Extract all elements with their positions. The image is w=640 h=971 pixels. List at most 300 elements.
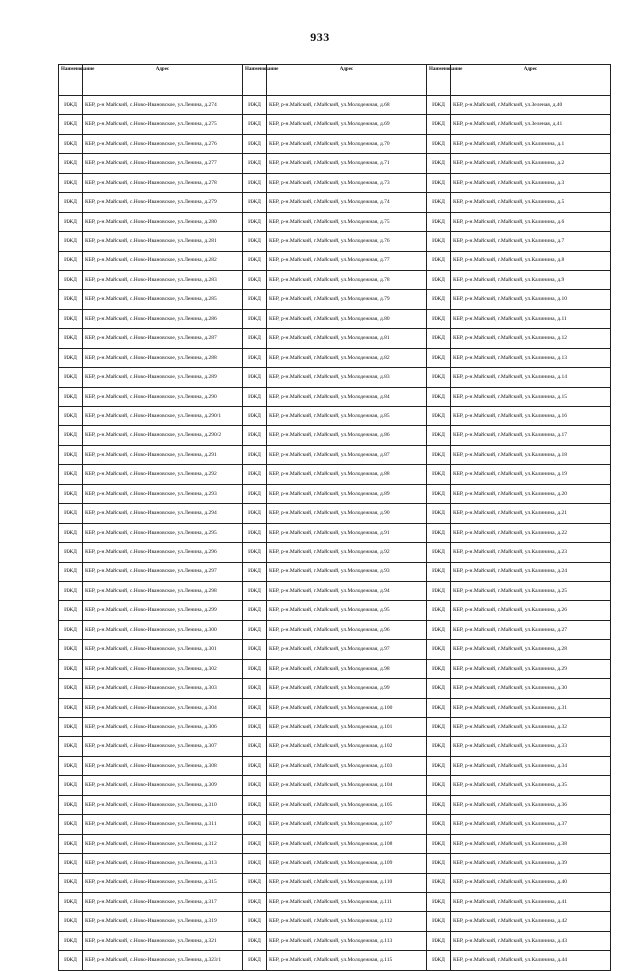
address-cell: КБР, р-н.Майский, с.Ново-Ивановское, ул.Ленина, д.291 <box>83 445 243 464</box>
address-cell: КБР, р-н.Майский, г.Майский, ул.Молодежная, д.113 <box>267 931 427 950</box>
type-cell: ИЖД <box>243 484 267 503</box>
address-cell: КБР, р-н.Майский, г.Майский, ул.Калинина, д.37 <box>451 815 611 834</box>
address-cell: КБР, р-н.Майский, с.Ново-Ивановское, ул.Ленина, д.287 <box>83 329 243 348</box>
address-cell: КБР, р-н.Майский, с.Ново-Ивановское, ул.Ленина, д.298 <box>83 581 243 600</box>
type-cell: ИЖД <box>59 795 83 814</box>
type-cell: ИЖД <box>427 873 451 892</box>
address-cell: КБР, р-н.Майский, г.Майский, ул.Калинина, д.6 <box>451 212 611 231</box>
type-cell: ИЖД <box>243 543 267 562</box>
type-cell: ИЖД <box>427 445 451 464</box>
type-cell: ИЖД <box>243 232 267 251</box>
type-cell: ИЖД <box>427 193 451 212</box>
address-cell: КБР, р-н.Майский, с.Ново-Ивановское, ул.Ленина, д.285 <box>83 290 243 309</box>
address-cell: КБР, р-н.Майский, г.Майский, ул.Молодежная, д.110 <box>267 873 427 892</box>
address-cell: КБР, р-н.Майский, г.Майский, ул.Молодежная, д.70 <box>267 134 427 153</box>
type-cell: ИЖД <box>59 329 83 348</box>
type-cell: ИЖД <box>427 620 451 639</box>
type-cell: ИЖД <box>427 951 451 970</box>
address-cell: КБР, р-н.Майский, с.Ново-Ивановское, ул.Ленина, д.292 <box>83 465 243 484</box>
address-cell: КБР, р-н.Майский, с.Ново-Ивановское, ул.Ленина, д.290/2 <box>83 426 243 445</box>
type-cell: ИЖД <box>59 776 83 795</box>
address-cell: КБР, р-н.Майский, г.Майский, ул.Молодежная, д.74 <box>267 193 427 212</box>
type-cell: ИЖД <box>427 737 451 756</box>
address-cell: КБР, р-н.Майский, с.Ново-Ивановское, ул.Ленина, д.310 <box>83 795 243 814</box>
address-cell: КБР, р-н.Майский, с.Ново-Ивановское, ул.Ленина, д.295 <box>83 523 243 542</box>
address-cell: КБР, р-н.Майский, г.Майский, ул.Молодежная, д.73 <box>267 173 427 192</box>
address-cell: КБР, р-н.Майский, г.Майский, ул.Зеленая, д.40 <box>451 96 611 115</box>
type-cell: ИЖД <box>59 854 83 873</box>
page-number: 933 <box>310 30 330 44</box>
address-cell: КБР, р-н.Майский, с.Ново-Ивановское, ул.Ленина, д.289 <box>83 368 243 387</box>
type-cell: ИЖД <box>427 154 451 173</box>
header-row <box>59 65 611 96</box>
table-row <box>59 737 611 756</box>
address-cell: КБР, р-н.Майский, г.Майский, ул.Калинина, д.32 <box>451 718 611 737</box>
table-row <box>59 640 611 659</box>
type-cell: ИЖД <box>59 834 83 853</box>
type-cell: ИЖД <box>427 756 451 775</box>
type-cell: ИЖД <box>243 756 267 775</box>
address-cell: КБР, р-н.Майский, г.Майский, ул.Калинина, д.7 <box>451 232 611 251</box>
address-table-container <box>58 64 610 971</box>
address-cell: КБР, р-н.Майский, г.Майский, ул.Молодежная, д.77 <box>267 251 427 270</box>
address-cell: КБР, р-н.Майский, г.Майский, ул.Калинина, д.31 <box>451 698 611 717</box>
address-cell: КБР, р-н.Майский, г.Майский, ул.Калинина, д.13 <box>451 348 611 367</box>
type-cell: ИЖД <box>427 659 451 678</box>
address-cell: КБР, р-н.Майский, г.Майский, ул.Молодежная, д.78 <box>267 270 427 289</box>
type-cell: ИЖД <box>243 931 267 950</box>
table-row <box>59 348 611 367</box>
type-cell: ИЖД <box>243 115 267 134</box>
type-cell: ИЖД <box>59 679 83 698</box>
type-cell: ИЖД <box>59 698 83 717</box>
address-cell: КБР, р-н.Майский, г.Майский, ул.Молодежная, д.89 <box>267 484 427 503</box>
address-cell: КБР, р-н.Майский, г.Майский, ул.Молодежная, д.83 <box>267 368 427 387</box>
table-row <box>59 756 611 775</box>
type-cell: ИЖД <box>243 776 267 795</box>
type-cell: ИЖД <box>427 718 451 737</box>
table-body <box>59 96 611 971</box>
address-cell: КБР, р-н.Майский, с.Ново-Ивановское, ул.Ленина, д.277 <box>83 154 243 173</box>
type-cell: ИЖД <box>243 445 267 464</box>
header-address-3: Адрес <box>451 65 611 96</box>
type-cell: ИЖД <box>59 601 83 620</box>
address-cell: КБР, р-н.Майский, г.Майский, ул.Молодежная, д.87 <box>267 445 427 464</box>
type-cell: ИЖД <box>243 659 267 678</box>
table-row <box>59 931 611 950</box>
address-cell: КБР, р-н.Майский, г.Майский, ул.Калинина, д.2 <box>451 154 611 173</box>
address-cell: КБР, р-н.Майский, г.Майский, ул.Калинина, д.15 <box>451 387 611 406</box>
type-cell: ИЖД <box>59 504 83 523</box>
address-cell: КБР, р-н.Майский, г.Майский, ул.Молодежная, д.81 <box>267 329 427 348</box>
type-cell: ИЖД <box>427 931 451 950</box>
type-cell: ИЖД <box>427 698 451 717</box>
table-row <box>59 290 611 309</box>
table-row <box>59 387 611 406</box>
type-cell: ИЖД <box>59 193 83 212</box>
type-cell: ИЖД <box>243 193 267 212</box>
address-cell: КБР, р-н.Майский, г.Майский, ул.Калинина, д.42 <box>451 912 611 931</box>
type-cell: ИЖД <box>243 912 267 931</box>
address-cell: КБР, р-н Майский, с.Ново-Ивановское, ул.Ленина, д.274 <box>83 96 243 115</box>
type-cell: ИЖД <box>59 309 83 328</box>
type-cell: ИЖД <box>243 154 267 173</box>
type-cell: ИЖД <box>59 232 83 251</box>
address-cell: КБР, р-н.Майский, г.Майский, ул.Молодежная, д.69 <box>267 115 427 134</box>
address-cell: КБР, р-н.Майский, г.Майский, ул.Молодежная, д.99 <box>267 679 427 698</box>
address-cell: КБР, р-н.Майский, с.Ново-Ивановское, ул.Ленина, д.293 <box>83 484 243 503</box>
type-cell: ИЖД <box>59 756 83 775</box>
type-cell: ИЖД <box>243 290 267 309</box>
type-cell: ИЖД <box>243 134 267 153</box>
table-row <box>59 543 611 562</box>
address-cell: КБР, р-н.Майский, с.Ново-Ивановское, ул.Ленина, д.311 <box>83 815 243 834</box>
type-cell: ИЖД <box>59 270 83 289</box>
address-cell: КБР, р-н.Майский, с.Ново-Ивановское, ул.Ленина, д.302 <box>83 659 243 678</box>
type-cell: ИЖД <box>243 951 267 970</box>
address-cell: КБР, р-н.Майский, г.Майский, ул.Калинина, д.41 <box>451 892 611 911</box>
type-cell: ИЖД <box>427 329 451 348</box>
type-cell: ИЖД <box>243 795 267 814</box>
table-row <box>59 115 611 134</box>
type-cell: ИЖД <box>59 892 83 911</box>
table-row <box>59 620 611 639</box>
address-cell: КБР, р-н.Майский, г.Майский, ул.Калинина, д.27 <box>451 620 611 639</box>
address-cell: КБР, р-н.Майский, г.Майский, ул.Молодежная, д.98 <box>267 659 427 678</box>
address-cell: КБР, р-н.Майский, г.Майский, ул.Калинина, д.25 <box>451 581 611 600</box>
address-cell: КБР, р-н.Майский, с.Ново-Ивановское, ул.Ленина, д.281 <box>83 232 243 251</box>
table-row <box>59 504 611 523</box>
address-cell: КБР, р-н.Майский, г.Майский, ул.Калинина, д.8 <box>451 251 611 270</box>
address-cell: КБР, р-н.Майский, с.Ново-Ивановское, ул.Ленина, д.308 <box>83 756 243 775</box>
table-row <box>59 523 611 542</box>
address-cell: КБР, р-н.Майский, г.Майский, ул.Молодежная, д.82 <box>267 348 427 367</box>
type-cell: ИЖД <box>427 912 451 931</box>
table-header <box>59 65 611 96</box>
type-cell: ИЖД <box>59 173 83 192</box>
address-cell: КБР, р-н.Майский, г.Майский, ул.Калинина, д.20 <box>451 484 611 503</box>
table-row <box>59 134 611 153</box>
type-cell: ИЖД <box>243 737 267 756</box>
address-cell: КБР, р-н.Майский, г.Майский, ул.Молодежная, д.95 <box>267 601 427 620</box>
table-row <box>59 815 611 834</box>
address-cell: КБР, р-н.Майский, г.Майский, ул.Калинина, д.36 <box>451 795 611 814</box>
type-cell: ИЖД <box>59 290 83 309</box>
type-cell: ИЖД <box>243 309 267 328</box>
address-cell: КБР, р-н.Майский, г.Майский, ул.Калинина, д.16 <box>451 407 611 426</box>
address-cell: КБР, р-н.Майский, г.Майский, ул.Калинина, д.12 <box>451 329 611 348</box>
type-cell: ИЖД <box>427 776 451 795</box>
type-cell: ИЖД <box>427 309 451 328</box>
table-row <box>59 251 611 270</box>
address-cell: КБР, р-н.Майский, с.Ново-Ивановское, ул.Ленина, д.279 <box>83 193 243 212</box>
address-cell: КБР, р-н.Майский, с.Ново-Ивановское, ул.Ленина, д.304 <box>83 698 243 717</box>
table-row <box>59 445 611 464</box>
type-cell: ИЖД <box>427 679 451 698</box>
type-cell: ИЖД <box>59 154 83 173</box>
address-cell: КБР, р-н.Майский, г.Майский, ул.Молодежная, д.112 <box>267 912 427 931</box>
address-cell: КБР, р-н.Майский, г.Майский, ул.Молодежная, д.108 <box>267 834 427 853</box>
address-cell: КБР, р-н.Майский, г.Майский, ул.Молодежная, д.109 <box>267 854 427 873</box>
type-cell: ИЖД <box>243 640 267 659</box>
address-cell: КБР, р-н.Майский, г.Майский, ул.Калинина, д.3 <box>451 173 611 192</box>
table-row <box>59 581 611 600</box>
type-cell: ИЖД <box>59 251 83 270</box>
type-cell: ИЖД <box>59 368 83 387</box>
address-cell: КБР, р-н.Майский, г.Майский, ул.Молодежная, д.94 <box>267 581 427 600</box>
address-cell: КБР, р-н.Майский, г.Майский, ул.Калинина, д.14 <box>451 368 611 387</box>
type-cell: ИЖД <box>427 815 451 834</box>
table-row <box>59 173 611 192</box>
address-cell: КБР, р-н.Майский, с.Ново-Ивановское, ул.Ленина, д.278 <box>83 173 243 192</box>
table-row <box>59 212 611 231</box>
table-row <box>59 776 611 795</box>
address-cell: КБР, р-н.Майский, г.Майский, ул.Калинина, д.1 <box>451 134 611 153</box>
address-cell: КБР, р-н.Майский, г.Майский, ул.Калинина, д.38 <box>451 834 611 853</box>
type-cell: ИЖД <box>243 679 267 698</box>
type-cell: ИЖД <box>243 523 267 542</box>
type-cell: ИЖД <box>427 290 451 309</box>
type-cell: ИЖД <box>427 251 451 270</box>
type-cell: ИЖД <box>427 562 451 581</box>
type-cell: ИЖД <box>427 212 451 231</box>
address-cell: КБР, р-н.Майский, г.Майский, ул.Калинина, д.34 <box>451 756 611 775</box>
table-row <box>59 834 611 853</box>
address-cell: КБР, р-н.Майский, г.Майский, ул.Калинина, д.11 <box>451 309 611 328</box>
type-cell: ИЖД <box>59 115 83 134</box>
address-cell: КБР, р-н.Майский, г.Майский, ул.Молодежная, д.79 <box>267 290 427 309</box>
type-cell: ИЖД <box>59 134 83 153</box>
type-cell: ИЖД <box>427 426 451 445</box>
address-cell: КБР, р-н.Майский, г.Майский, ул.Молодежная, д.92 <box>267 543 427 562</box>
type-cell: ИЖД <box>243 96 267 115</box>
address-cell: КБР, р-н.Майский, г.Майский, ул.Молодежная, д.86 <box>267 426 427 445</box>
address-cell: КБР, р-н.Майский, г.Майский, ул.Калинина, д.10 <box>451 290 611 309</box>
table-row <box>59 309 611 328</box>
address-cell: КБР, р-н.Майский, г.Майский, ул.Калинина, д.30 <box>451 679 611 698</box>
type-cell: ИЖД <box>427 523 451 542</box>
type-cell: ИЖД <box>243 465 267 484</box>
table-row <box>59 679 611 698</box>
type-cell: ИЖД <box>59 718 83 737</box>
type-cell: ИЖД <box>427 504 451 523</box>
address-cell: КБР, р-н.Майский, с.Ново-Ивановское, ул.Ленина, д.323/1 <box>83 951 243 970</box>
address-cell: КБР, р-н.Майский, г.Майский, ул.Молодежная, д.76 <box>267 232 427 251</box>
type-cell: ИЖД <box>427 96 451 115</box>
address-cell: КБР, р-н.Майский, г.Майский, ул.Молодежная, д.97 <box>267 640 427 659</box>
type-cell: ИЖД <box>59 387 83 406</box>
table-row <box>59 154 611 173</box>
type-cell: ИЖД <box>427 115 451 134</box>
table-row <box>59 270 611 289</box>
type-cell: ИЖД <box>427 795 451 814</box>
address-cell: КБР, р-н.Майский, г.Майский, ул.Молодежная, д.91 <box>267 523 427 542</box>
type-cell: ИЖД <box>59 348 83 367</box>
table-row <box>59 854 611 873</box>
address-cell: КБР, р-н.Майский, с.Ново-Ивановское, ул.Ленина, д.306 <box>83 718 243 737</box>
address-cell: КБР, р-н.Майский, г.Майский, ул.Молодежная, д.115 <box>267 951 427 970</box>
address-cell: КБР, р-н.Майский, с.Ново-Ивановское, ул.Ленина, д.283 <box>83 270 243 289</box>
header-address-2: Адрес <box>267 65 427 96</box>
address-cell: КБР, р-н.Майский, г.Майский, ул.Калинина, д.39 <box>451 854 611 873</box>
table-row <box>59 407 611 426</box>
address-cell: КБР, р-н.Майский, с.Ново-Ивановское, ул.Ленина, д.290 <box>83 387 243 406</box>
type-cell: ИЖД <box>59 815 83 834</box>
address-cell: КБР, р-н.Майский, с.Ново-Ивановское, ул.Ленина, д.294 <box>83 504 243 523</box>
address-cell: КБР, р-н.Майский, с.Ново-Ивановское, ул.Ленина, д.299 <box>83 601 243 620</box>
type-cell: ИЖД <box>243 834 267 853</box>
address-cell: КБР, р-н.Майский, г.Майский, ул.Калинина, д.18 <box>451 445 611 464</box>
address-cell: КБР, р-н.Майский, с.Ново-Ивановское, ул.Ленина, д.300 <box>83 620 243 639</box>
type-cell: ИЖД <box>59 562 83 581</box>
address-cell: КБР, р-н.Майский, г.Майский, ул.Молодежная, д.111 <box>267 892 427 911</box>
type-cell: ИЖД <box>59 426 83 445</box>
address-cell: КБР, р-н.Майский, г.Майский, ул.Молодежная, д.101 <box>267 718 427 737</box>
table-row <box>59 892 611 911</box>
type-cell: ИЖД <box>243 620 267 639</box>
type-cell: ИЖД <box>243 212 267 231</box>
type-cell: ИЖД <box>427 173 451 192</box>
type-cell: ИЖД <box>59 620 83 639</box>
address-cell: КБР, р-н.Майский, с.Ново-Ивановское, ул.Ленина, д.286 <box>83 309 243 328</box>
type-cell: ИЖД <box>427 134 451 153</box>
table-row <box>59 601 611 620</box>
address-cell: КБР, р-н.Майский, с.Ново-Ивановское, ул.Ленина, д.313 <box>83 854 243 873</box>
address-cell: КБР, р-н.Майский, с.Ново-Ивановское, ул.Ленина, д.319 <box>83 912 243 931</box>
type-cell: ИЖД <box>59 523 83 542</box>
address-cell: КБР, р-н.Майский, с.Ново-Ивановское, ул.Ленина, д.303 <box>83 679 243 698</box>
type-cell: ИЖД <box>243 504 267 523</box>
address-cell: КБР, р-н.Майский, г.Майский, ул.Молодежная, д.102 <box>267 737 427 756</box>
type-cell: ИЖД <box>427 892 451 911</box>
type-cell: ИЖД <box>243 601 267 620</box>
type-cell: ИЖД <box>243 698 267 717</box>
type-cell: ИЖД <box>59 873 83 892</box>
address-cell: КБР, р-н.Майский, с.Ново-Ивановское, ул.Ленина, д.312 <box>83 834 243 853</box>
type-cell: ИЖД <box>243 426 267 445</box>
table-row <box>59 368 611 387</box>
address-cell: КБР, р-н.Майский, г.Майский, ул.Калинина, д.28 <box>451 640 611 659</box>
type-cell: ИЖД <box>59 581 83 600</box>
type-cell: ИЖД <box>427 484 451 503</box>
type-cell: ИЖД <box>243 348 267 367</box>
table-row <box>59 873 611 892</box>
address-cell: КБР, р-н.Майский, г.Майский, ул.Молодежная, д.104 <box>267 776 427 795</box>
address-cell: КБР, р-н.Майский, с.Ново-Ивановское, ул.Ленина, д.275 <box>83 115 243 134</box>
type-cell: ИЖД <box>243 387 267 406</box>
type-cell: ИЖД <box>59 659 83 678</box>
type-cell: ИЖД <box>59 543 83 562</box>
address-cell: КБР, р-н.Майский, г.Майский, ул.Калинина, д.22 <box>451 523 611 542</box>
type-cell: ИЖД <box>243 562 267 581</box>
type-cell: ИЖД <box>427 387 451 406</box>
address-cell: КБР, р-н.Майский, г.Майский, ул.Молодежная, д.80 <box>267 309 427 328</box>
address-cell: КБР, р-н.Майский, г.Майский, ул.Молодежная, д.84 <box>267 387 427 406</box>
address-cell: КБР, р-н.Майский, г.Майский, ул.Молодежная, д.96 <box>267 620 427 639</box>
table-row <box>59 329 611 348</box>
table-row <box>59 193 611 212</box>
type-cell: ИЖД <box>243 873 267 892</box>
address-cell: КБР, р-н.Майский, с.Ново-Ивановское, ул.Ленина, д.296 <box>83 543 243 562</box>
address-cell: КБР, р-н.Майский, с.Ново-Ивановское, ул.Ленина, д.282 <box>83 251 243 270</box>
type-cell: ИЖД <box>427 601 451 620</box>
address-cell: КБР, р-н.Майский, г.Майский, ул.Калинина, д.35 <box>451 776 611 795</box>
type-cell: ИЖД <box>243 854 267 873</box>
address-cell: КБР, р-н.Майский, с.Ново-Ивановское, ул.Ленина, д.290/1 <box>83 407 243 426</box>
address-cell: КБР, р-н.Майский, г.Майский, ул.Молодежная, д.75 <box>267 212 427 231</box>
type-cell: ИЖД <box>427 270 451 289</box>
type-cell: ИЖД <box>427 834 451 853</box>
header-type-2: Наименование <box>243 65 267 96</box>
address-cell: КБР, р-н.Майский, г.Майский, ул.Молодежная, д.71 <box>267 154 427 173</box>
type-cell: ИЖД <box>427 465 451 484</box>
type-cell: ИЖД <box>243 815 267 834</box>
type-cell: ИЖД <box>243 581 267 600</box>
table-row <box>59 795 611 814</box>
type-cell: ИЖД <box>427 543 451 562</box>
address-cell: КБР, р-н.Майский, с.Ново-Ивановское, ул.Ленина, д.297 <box>83 562 243 581</box>
address-cell: КБР, р-н.Майский, г.Майский, ул.Молодежная, д.100 <box>267 698 427 717</box>
table-row <box>59 484 611 503</box>
address-cell: КБР, р-н.Майский, г.Майский, ул.Молодежная, д.105 <box>267 795 427 814</box>
type-cell: ИЖД <box>59 640 83 659</box>
address-cell: КБР, р-н.Майский, г.Майский, ул.Молодежная, д.107 <box>267 815 427 834</box>
address-cell: КБР, р-н.Майский, г.Майский, ул.Калинина, д.40 <box>451 873 611 892</box>
address-cell: КБР, р-н.Майский, г.Майский, ул.Калинина, д.9 <box>451 270 611 289</box>
table-row <box>59 718 611 737</box>
table-row <box>59 465 611 484</box>
type-cell: ИЖД <box>243 251 267 270</box>
address-cell: КБР, р-н.Майский, г.Майский, ул.Молодежная, д.68 <box>267 96 427 115</box>
type-cell: ИЖД <box>427 640 451 659</box>
address-cell: КБР, р-н.Майский, г.Майский, ул.Калинина, д.24 <box>451 562 611 581</box>
address-cell: КБР, р-н.Майский, с.Ново-Ивановское, ул.Ленина, д.307 <box>83 737 243 756</box>
type-cell: ИЖД <box>59 484 83 503</box>
type-cell: ИЖД <box>427 581 451 600</box>
address-cell: КБР, р-н.Майский, с.Ново-Ивановское, ул.Ленина, д.301 <box>83 640 243 659</box>
address-cell: КБР, р-н.Майский, г.Майский, ул.Молодежная, д.85 <box>267 407 427 426</box>
address-cell: КБР, р-н.Майский, г.Майский, ул.Калинина, д.33 <box>451 737 611 756</box>
type-cell: ИЖД <box>59 445 83 464</box>
address-cell: КБР, р-н.Майский, с.Ново-Ивановское, ул.Ленина, д.315 <box>83 873 243 892</box>
type-cell: ИЖД <box>59 96 83 115</box>
address-cell: КБР, р-н.Майский, г.Майский, ул.Зеленая, д.41 <box>451 115 611 134</box>
address-cell: КБР, р-н.Майский, г.Майский, ул.Калинина, д.23 <box>451 543 611 562</box>
type-cell: ИЖД <box>427 232 451 251</box>
address-cell: КБР, р-н.Майский, г.Майский, ул.Калинина, д.26 <box>451 601 611 620</box>
table-row <box>59 698 611 717</box>
table-row <box>59 96 611 115</box>
address-cell: КБР, р-н.Майский, г.Майский, ул.Калинина, д.21 <box>451 504 611 523</box>
table-row <box>59 912 611 931</box>
type-cell: ИЖД <box>59 912 83 931</box>
address-cell: КБР, р-н.Майский, г.Майский, ул.Молодежная, д.90 <box>267 504 427 523</box>
header-type-1: Наименование <box>59 65 83 96</box>
table-row <box>59 562 611 581</box>
address-cell: КБР, р-н.Майский, г.Майский, ул.Калинина, д.19 <box>451 465 611 484</box>
type-cell: ИЖД <box>427 368 451 387</box>
type-cell: ИЖД <box>243 173 267 192</box>
address-cell: КБР, р-н.Майский, с.Ново-Ивановское, ул.Ленина, д.309 <box>83 776 243 795</box>
table-row <box>59 232 611 251</box>
address-cell: КБР, р-н.Майский, г.Майский, ул.Молодежная, д.93 <box>267 562 427 581</box>
type-cell: ИЖД <box>243 892 267 911</box>
address-cell: КБР, р-н.Майский, с.Ново-Ивановское, ул.Ленина, д.288 <box>83 348 243 367</box>
address-cell: КБР, р-н.Майский, г.Майский, ул.Калинина, д.29 <box>451 659 611 678</box>
type-cell: ИЖД <box>59 465 83 484</box>
type-cell: ИЖД <box>243 368 267 387</box>
address-table <box>58 64 611 971</box>
